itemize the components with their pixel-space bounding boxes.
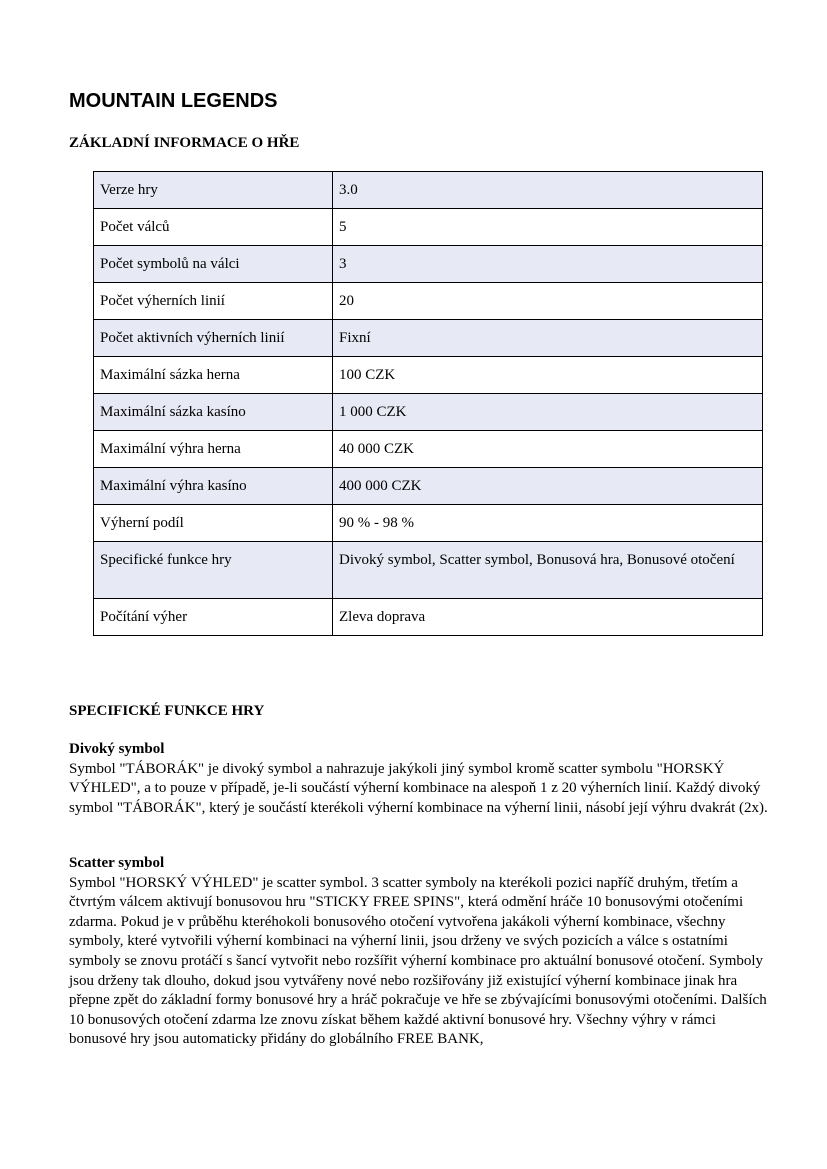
row-value: 40 000 CZK: [333, 431, 763, 468]
table-row: [94, 394, 763, 431]
feature-description: Symbol "HORSKÝ VÝHLED" je scatter symbol. 3 scatter symboly na kterékoli pozici napříč druhým, třetím a čtvrtým válcem aktivují bonusovou hru "STICKY FREE SPINS", která odmění hráče 10 bonusovými otočeními zdarma. Pokud je v průběhu kteréhokoli bonusového otočení vytvořena jakákoli výherní kombinace, všechny symboly, které vytvořili výherní kombinaci na výherní linii, jsou drženy ve svých pozicích a válce s ostatními symboly se znovu protáčí s šancí vytvořit nebo rozšířit výherní kombinace pro aktuální bonusové otočení. Symboly jsou drženy tak dlouho, dokud jsou vytvářeny nové nebo rozšiřovány již existující výherní kombinace jinak hra přepne zpět do základní formy bonusové hry a hráč pokračuje ve hře se zbývajícími bonusovými otočeními. Dalších 10 bonusových otočení zdarma lze znovu získat během každé aktivní bonusové hry. Všechny výhry v rámci bonusové hry jsou automaticky přidány do globálního FREE BANK,: [69, 874, 767, 1048]
row-value: Zleva doprava: [333, 599, 763, 636]
feature-scatter-symbol: [69, 854, 769, 1050]
row-value: 3.0: [333, 172, 763, 209]
row-value: 400 000 CZK: [333, 468, 763, 505]
table-row: [94, 542, 763, 599]
row-label: Maximální sázka herna: [94, 357, 333, 394]
table-row: [94, 172, 763, 209]
row-value: 1 000 CZK: [333, 394, 763, 431]
row-label: Specifické funkce hry: [94, 542, 333, 599]
table-row: [94, 320, 763, 357]
row-label: Počet výherních linií: [94, 283, 333, 320]
row-label: Počet válců: [94, 209, 333, 246]
row-label: Verze hry: [94, 172, 333, 209]
table-row: [94, 246, 763, 283]
table-row: [94, 283, 763, 320]
feature-wild-symbol: [69, 740, 769, 818]
row-label: Výherní podíl: [94, 505, 333, 542]
table-row: [94, 599, 763, 636]
row-value: 90 % - 98 %: [333, 505, 763, 542]
row-value: Divoký symbol, Scatter symbol, Bonusová hra, Bonusové otočení: [333, 542, 763, 599]
row-value: 100 CZK: [333, 357, 763, 394]
table-row: [94, 357, 763, 394]
row-value: Fixní: [333, 320, 763, 357]
table-row: [94, 431, 763, 468]
table-row: [94, 209, 763, 246]
feature-description: Symbol "TÁBORÁK" je divoký symbol a nahrazuje jakýkoli jiný symbol kromě scatter symbolu "HORSKÝ VÝHLED", a to pouze v případě, je-li součástí výherní kombinace na alespoň 1 z 20 výherních linií. Každý divoký symbol "TÁBORÁK", který je součástí kterékoli výherní kombinace na výherní linii, násobí její výhru dvakrát (2x).: [69, 760, 768, 816]
section-heading-basic-info: ZÁKLADNÍ INFORMACE O HŘE: [69, 135, 300, 151]
row-label: Počet aktivních výherních linií: [94, 320, 333, 357]
document-title: MOUNTAIN LEGENDS: [69, 90, 278, 112]
feature-title: Scatter symbol: [69, 855, 165, 871]
row-label: Maximální výhra kasíno: [94, 468, 333, 505]
table-row: [94, 505, 763, 542]
row-value: 3: [333, 246, 763, 283]
row-value: 20: [333, 283, 763, 320]
row-label: Maximální sázka kasíno: [94, 394, 333, 431]
section-heading-specific-features: SPECIFICKÉ FUNKCE HRY: [69, 703, 265, 719]
row-label: Počítání výher: [94, 599, 333, 636]
row-label: Maximální výhra herna: [94, 431, 333, 468]
table-row: [94, 468, 763, 505]
row-label: Počet symbolů na válci: [94, 246, 333, 283]
feature-title: Divoký symbol: [69, 741, 165, 757]
game-info-table: [93, 171, 763, 636]
row-value: 5: [333, 209, 763, 246]
